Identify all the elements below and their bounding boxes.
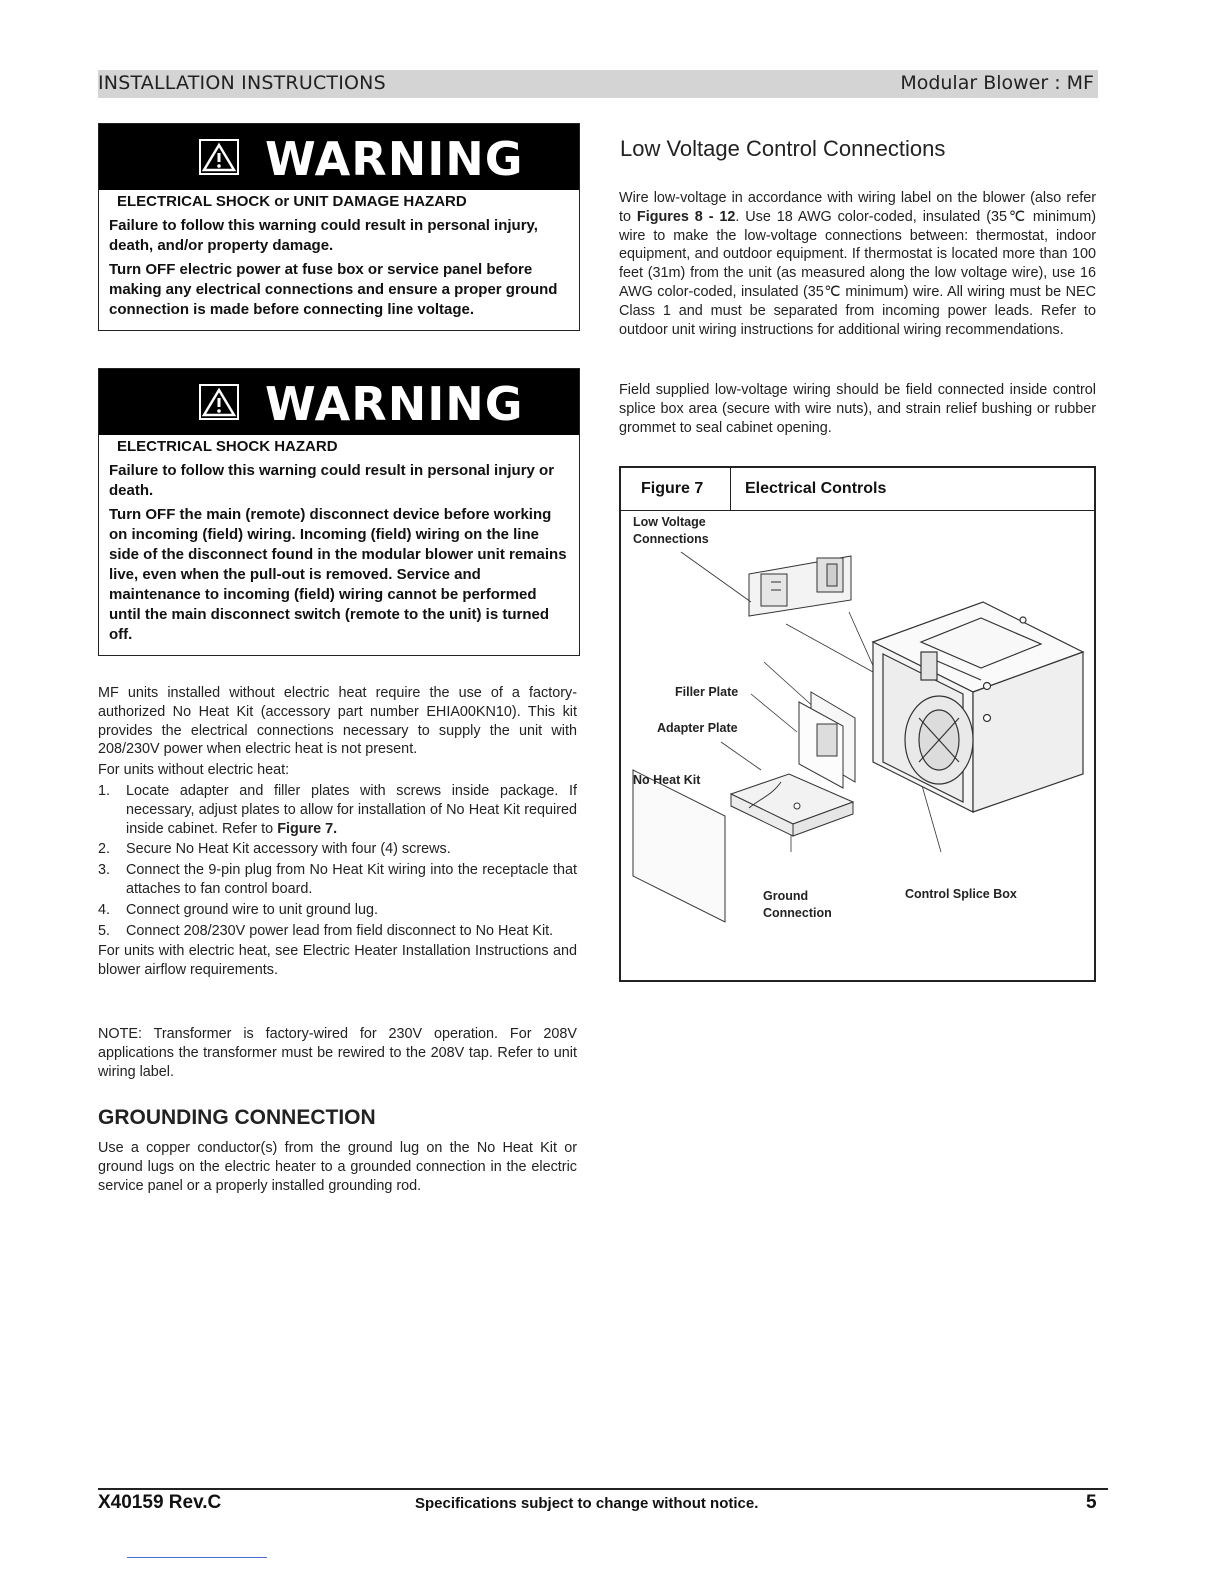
- ground-connection-label: Ground Connection: [763, 889, 832, 920]
- footer-rule: [98, 1488, 1108, 1490]
- blower-cabinet-drawing: [873, 602, 1083, 812]
- figure-caption: Electrical Controls: [745, 480, 887, 497]
- no-heat-kit-section: [98, 684, 577, 980]
- bottom-rule: [127, 1557, 267, 1558]
- figures-reference: Figures 8 - 12: [636, 208, 736, 225]
- field-wiring-paragraph: Field supplied low-voltage wiring should be field connected inside control splice box area (secure with wire nuts), and strain relief bushing or rubber grommet to seal cabinet opening.: [619, 382, 1096, 436]
- figure-reference: Figure 7.: [277, 820, 338, 837]
- header-product: Modular Blower : MF: [900, 72, 1094, 94]
- footer-notice: Specifications subject to change without notice.: [415, 1495, 759, 1512]
- adapter-plate-label: Adapter Plate: [657, 721, 738, 735]
- electrical-controls-diagram: [621, 512, 1094, 980]
- warning-triangle-icon: [199, 384, 239, 420]
- low-voltage-heading: Low Voltage Control Connections: [620, 136, 946, 161]
- warning-header: [99, 369, 579, 435]
- for-units-label: For units without electric heat:: [98, 762, 290, 779]
- install-steps: [98, 782, 577, 940]
- list-item: 3. Connect the 9-pin plug from No Heat Kit wiring into the receptacle that attaches to fan control board.: [98, 862, 577, 897]
- warning-title: WARNING: [265, 132, 524, 186]
- door-panel-drawing: [633, 770, 725, 922]
- figure-number: Figure 7: [621, 468, 731, 510]
- electric-heat-paragraph: For units with electric heat, see Electric Heater Installation Instructions and blower airflow requirements.: [98, 943, 577, 979]
- warning-triangle-icon: [199, 139, 239, 175]
- list-item: 1. Locate adapter and filler plates with screws inside package. If necessary, adjust plates to allow for installation of No Heat Kit required inside cabinet. Refer to Figure 7.: [98, 782, 577, 837]
- hazard-type: ELECTRICAL SHOCK HAZARD: [117, 438, 338, 455]
- warning-text: Failure to follow this warning could result in personal injury, death, and/or property damage.: [109, 217, 538, 254]
- figure-header: [621, 468, 1094, 511]
- list-item: 5. Connect 208/230V power lead from field disconnect to No Heat Kit.: [98, 922, 554, 939]
- adapter-plate-drawing: [799, 692, 855, 788]
- document-number: X40159 Rev.C: [98, 1492, 222, 1513]
- warning-box-1: [98, 123, 580, 331]
- warning-text: Turn OFF the main (remote) disconnect device before working on incoming (field) wiring. Incoming (field) wiring on the line side of the disconnect found in the modular blower unit remains live, even when the pull-out is removed. Service and maintenance to incoming (field) wiring cannot be performed until the main disconnect switch (remote to the unit) is turned off.: [109, 506, 567, 643]
- page-number: 5: [1086, 1492, 1097, 1513]
- warning-title: WARNING: [265, 377, 524, 431]
- intro-paragraph: MF units installed without electric heat require the use of a factory-authorized No Heat Kit (accessory part number EHIA00KN10). This kit provides the electrical connections necessary to supply the unit with 208/230V power when electric heat is not present.: [98, 685, 577, 758]
- grounding-heading: GROUNDING CONNECTION: [98, 1106, 376, 1129]
- control-splice-box-label: Control Splice Box: [905, 887, 1017, 901]
- header-title: INSTALLATION INSTRUCTIONS: [98, 72, 386, 94]
- no-heat-kit-label: No Heat Kit: [633, 773, 701, 787]
- list-item: 4. Connect ground wire to unit ground lug.: [98, 901, 378, 918]
- low-voltage-paragraph: Wire low-voltage in accordance with wiring label on the blower (also refer to Figures 8 - 12. Use 18 AWG color-coded, insulated (35℃ minimum) wire to make the low-voltage connections between: thermostat, indoor equipment, and outdoor equipment. If thermostat is located more than 100 feet (31m) from the unit (as measured along the low voltage wire), use 16 AWG color-coded, insulated (35℃ minimum) wire. All wiring must be NEC Class 1 and must be separated from incoming power leads. Refer to outdoor unit wiring instructions for additional wiring recommendations.: [619, 190, 1097, 338]
- warning-text: Failure to follow this warning could result in personal injury or death.: [109, 462, 555, 499]
- warning-box-2: [98, 368, 580, 656]
- low-voltage-label: Low Voltage Connections: [633, 515, 709, 546]
- grounding-paragraph: Use a copper conductor(s) from the ground lug on the No Heat Kit or ground lugs on the electric heater to a grounded connection in the electric service panel or a properly installed grounding rod.: [98, 1140, 577, 1194]
- list-item: 2. Secure No Heat Kit accessory with four (4) screws.: [98, 841, 451, 858]
- transformer-note: NOTE: Transformer is factory-wired for 230V operation. For 208V applications the transformer must be rewired to the 208V tap. Refer to unit wiring label.: [98, 1026, 577, 1080]
- page-header: [98, 70, 1098, 98]
- control-panel-drawing: [749, 556, 851, 616]
- filler-plate-label: Filler Plate: [675, 685, 739, 699]
- hazard-type: ELECTRICAL SHOCK or UNIT DAMAGE HAZARD: [117, 193, 467, 210]
- figure-electrical-controls: [619, 466, 1096, 982]
- warning-text: Turn OFF electric power at fuse box or service panel before making any electrical connections and ensure a proper ground connection is made before connecting line voltage.: [109, 261, 558, 318]
- warning-header: [99, 124, 579, 190]
